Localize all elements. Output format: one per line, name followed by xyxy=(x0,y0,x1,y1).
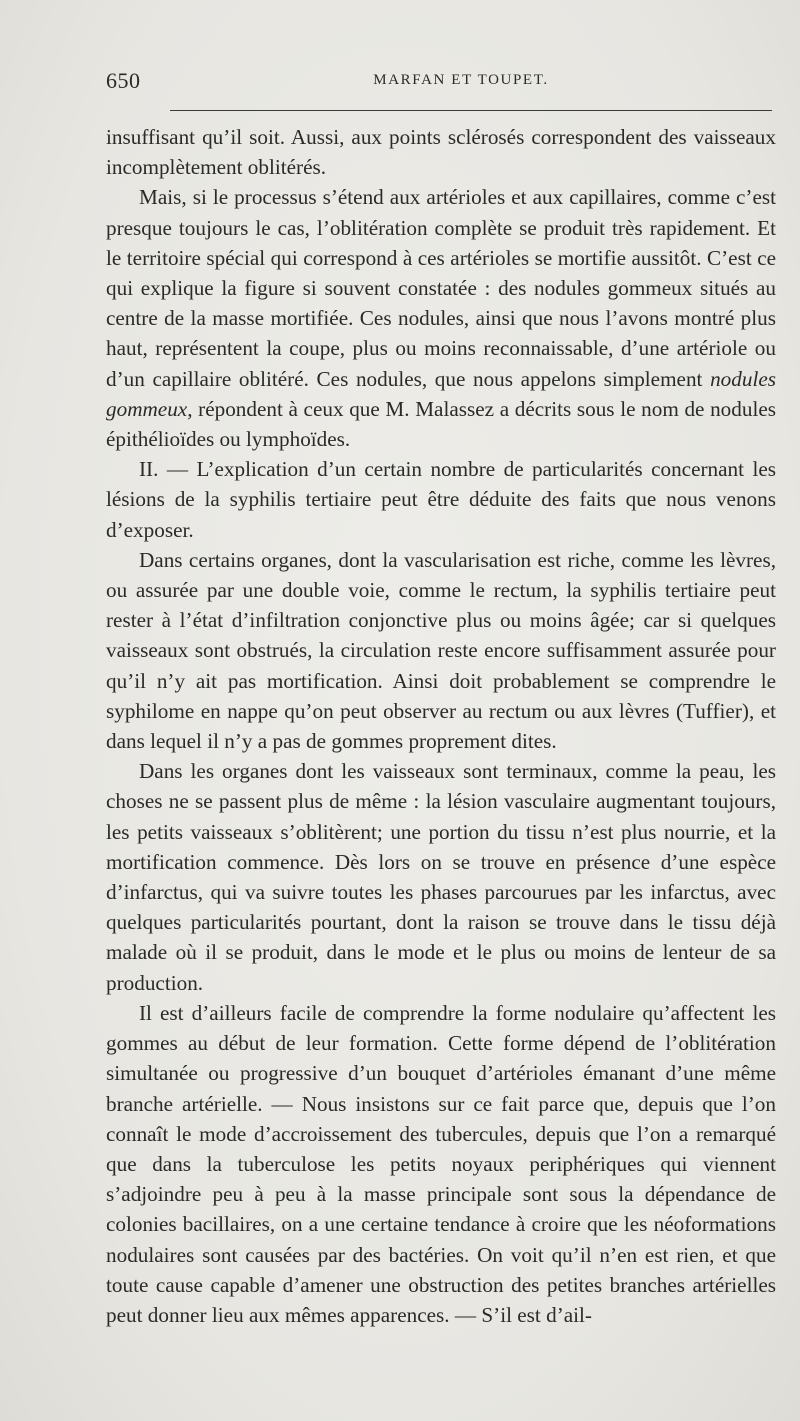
paragraph: insuffisant qu’il soit. Aussi, aux points sclérosés correspondent des vaisseaux incomplètement oblitérés. xyxy=(106,125,776,180)
paragraph-text: Mais, si le processus s’étend aux artérioles et aux capillaires, comme c’est presque toujours le cas, l’oblitération complète se produit très rapidement. Et le territoire spécial qui correspond à ces artérioles se mortifie aussitôt. C’est ce qui explique la figure si souvent constatée : des nodules gommeux situés au centre de la masse mortifiée. Ces nodules, ainsi que nous l’avons montré plus haut, représentent la coupe, plus ou moins reconnaissable, d’une artériole ou d’un capillaire oblitéré. Ces nodules, que nous appelons simplement xyxy=(106,185,776,391)
paragraph xyxy=(106,182,776,454)
body-text xyxy=(106,122,776,1330)
page-header xyxy=(106,68,776,98)
header-rule xyxy=(170,110,772,111)
paragraph: Dans les organes dont les vaisseaux sont terminaux, comme la peau, les choses ne se passent plus de même : la lésion vasculaire augmentant toujours, les petits vaisseaux s’oblitèrent; une portion du tissu n’est plus nourrie, et la mortification commence. Dès lors on se trouve en présence d’une espèce d’infarctus, qui va suivre toutes les phases parcourues par les infarctus, avec quelques particularités pourtant, dont la raison se trouve dans le tissu déjà malade où il se produit, dans le mode et le plus ou moins de lenteur de sa production. xyxy=(106,759,776,995)
paragraph-text: répondent à ceux que M. Malassez a décrits sous le nom de nodules épithélioïdes ou lymphoïdes. xyxy=(106,396,776,452)
paragraph: Dans certains organes, dont la vascularisation est riche, comme les lèvres, ou assurée par une double voie, comme le rectum, la syphilis tertiaire peut rester à l’état d’infiltration conjonctive plus ou moins âgée; car si quelques vaisseaux sont obstrués, la circulation reste encore suffisamment assurée pour qu’il n’y ait pas mortification. Ainsi doit probablement se comprendre le syphilome en nappe qu’on peut observer au rectum ou aux lèvres (Tuffier), et dans lequel il n’y a pas de gommes proprement dites. xyxy=(106,547,776,754)
page-number: 650 xyxy=(106,68,141,93)
running-head: MARFAN ET TOUPET. xyxy=(373,72,549,88)
italic-term: nodules gommeux, xyxy=(106,366,776,421)
paragraph: II. — L’explication d’un certain nombre de particularités concernant les lésions de la syphilis tertiaire peut être déduite des faits que nous venons d’exposer. xyxy=(106,457,776,542)
paragraph: Il est d’ailleurs facile de comprendre la forme nodulaire qu’affectent les gommes au début de leur formation. Cette forme dépend de l’oblitération simultanée ou progressive d’un bouquet d’artérioles émanant d’une même branche artérielle. — Nous insistons sur ce fait parce que, depuis que l’on connaît le mode d’accroissement des tubercules, depuis que l’on a remarqué que dans la tuberculose les petits noyaux periphériques qui viennent s’adjoindre peu à peu à la masse principale sont sous la dépendance de colonies bacillaires, on a une certaine tendance à croire que les néoformations nodulaires sont causées par des bactéries. On voit qu’il n’en est rien, et que toute cause capable d’amener une obstruction des petites branches artérielles peut donner lieu aux mêmes apparences. — S’il est d’ail- xyxy=(106,1000,776,1327)
